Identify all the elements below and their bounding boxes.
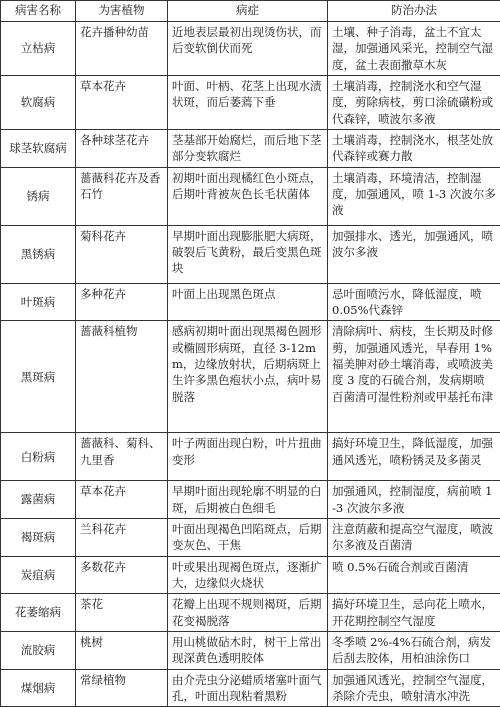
control-cell: 土壤、种子消毒，盆土不宜太湿，加强通风采光，控制空气湿度，盆土表面撒草木灰 <box>328 22 500 76</box>
control-cell: 搞好环境卫生，降低湿度，加强通风透光，喷粉锈灵及多菌灵 <box>328 433 500 481</box>
disease-name-cell: 白粉病 <box>1 433 76 481</box>
disease-name-cell: 褐斑病 <box>1 518 76 556</box>
symptom-cell: 叶子两面出现白粉，叶片扭曲变形 <box>168 433 328 481</box>
disease-name-cell: 流胶病 <box>1 631 76 669</box>
host-plant-cell: 草本花卉 <box>76 481 168 519</box>
control-cell: 土壤消毒，控制浇水，根茎处放代森锌或赛力散 <box>328 129 500 167</box>
host-plant-cell: 多种花卉 <box>76 283 168 321</box>
disease-name-cell: 锈病 <box>1 167 76 225</box>
table-row <box>1 594 500 632</box>
table-row <box>1 631 500 669</box>
control-cell: 搞好环境卫生，忌向花上喷水，开花期控制空气湿度 <box>328 594 500 632</box>
table-row <box>1 283 500 321</box>
header-disease-name: 病害名称 <box>1 1 76 22</box>
host-plant-cell: 多数花卉 <box>76 556 168 594</box>
disease-name-cell: 煤烟病 <box>1 669 76 707</box>
symptom-cell: 叶面上出现黑色斑点 <box>168 283 328 321</box>
table-row <box>1 518 500 556</box>
disease-name-cell: 炭疽病 <box>1 556 76 594</box>
symptom-cell: 感病初期叶面出现黑褐色圆形或椭圆形病斑，直径 3-12mm，边缘放射状，后期病斑上生许多黑色疱状小点，病叶易脱落 <box>168 321 328 433</box>
table-row <box>1 225 500 283</box>
table-row <box>1 433 500 481</box>
control-cell: 土壤消毒，环境清洁，控制湿度，加强通风，喷 1-3 次波尔多液 <box>328 167 500 225</box>
disease-name-cell: 黑锈病 <box>1 225 76 283</box>
control-cell: 喷 0.5%石硫合剂或百菌清 <box>328 556 500 594</box>
host-plant-cell: 草本花卉 <box>76 75 168 129</box>
table-row <box>1 481 500 519</box>
disease-name-cell: 花萎缩病 <box>1 594 76 632</box>
host-plant-cell: 茶花 <box>76 594 168 632</box>
disease-name-cell: 叶斑病 <box>1 283 76 321</box>
symptom-cell: 近地表层最初出现烫伤状，而后变软倒伏而死 <box>168 22 328 76</box>
disease-name-cell: 黑斑病 <box>1 321 76 433</box>
host-plant-cell: 花卉播种幼苗 <box>76 22 168 76</box>
disease-name-cell: 软腐病 <box>1 75 76 129</box>
disease-name-cell: 球茎软腐病 <box>1 129 76 167</box>
symptom-cell: 花瓣上出现不规则褐斑，后期花变褐脱落 <box>168 594 328 632</box>
table-row <box>1 22 500 76</box>
table-row <box>1 669 500 707</box>
symptom-cell: 早期叶面出现膨胀肥大病斑，破裂后飞黄粉，最后变黑色斑块 <box>168 225 328 283</box>
table-row <box>1 321 500 433</box>
control-cell: 加强通风，控制湿度，病前喷 1-3 次波尔多液 <box>328 481 500 519</box>
header-control: 防治办法 <box>328 1 500 22</box>
disease-name-cell: 立枯病 <box>1 22 76 76</box>
host-plant-cell: 常绿植物 <box>76 669 168 707</box>
table-header-row <box>1 1 500 22</box>
table-row <box>1 167 500 225</box>
symptom-cell: 茎基部开始腐烂，而后地下茎部分变软腐烂 <box>168 129 328 167</box>
symptom-cell: 由介壳虫分泌蜡质堵塞叶面气孔，叶面出现粘着黑粉 <box>168 669 328 707</box>
host-plant-cell: 桃树 <box>76 631 168 669</box>
symptom-cell: 早期叶面出现轮廓不明显的白斑，后期被白色细毛 <box>168 481 328 519</box>
symptom-cell: 叶或果出现褐色斑点，逐渐扩大，边缘似火烧状 <box>168 556 328 594</box>
host-plant-cell: 蔷薇科花卉及香石竹 <box>76 167 168 225</box>
header-host-plant: 为害植物 <box>76 1 168 22</box>
control-cell: 加强排水、透光，加强通风，喷波尔多液 <box>328 225 500 283</box>
symptom-cell: 初期叶面出现橘红色小斑点，后期叶背被灰色长毛状菌体 <box>168 167 328 225</box>
host-plant-cell: 菊科花卉 <box>76 225 168 283</box>
table-row <box>1 556 500 594</box>
table-row <box>1 75 500 129</box>
disease-name-cell: 露菌病 <box>1 481 76 519</box>
symptom-cell: 用山桃做砧木时，树干上常出现深黄色透明胶体 <box>168 631 328 669</box>
host-plant-cell: 兰科花卉 <box>76 518 168 556</box>
control-cell: 忌叶面喷污水，降低湿度，喷 0.05%代森锌 <box>328 283 500 321</box>
symptom-cell: 叶面、叶柄、花茎上出现水渍状斑，而后萎蔫下垂 <box>168 75 328 129</box>
symptom-cell: 叶面出现褐色凹陷斑点，后期变灰色、干焦 <box>168 518 328 556</box>
control-cell: 注意荫蔽和提高空气湿度，喷波尔多液及百菌清 <box>328 518 500 556</box>
control-cell: 加强通风透光，控制空气湿度，杀除介壳虫，喷射清水冲洗 <box>328 669 500 707</box>
control-cell: 冬季喷 2%-4%石硫合剂，病发后刮去胶体，用柏油涂伤口 <box>328 631 500 669</box>
control-cell: 土壤消毒，控制浇水和空气湿度，剪除病枝，剪口涂硫磺粉或代森锌，喷波尔多液 <box>328 75 500 129</box>
header-symptom: 病症 <box>168 1 328 22</box>
control-cell: 清除病叶、病枝，生长期及时修剪，加强通风透光，早春用 1%福美胂对砂土壤消毒，或喷波美度 3 度的石硫合剂，发病期喷百菌清可湿性粉剂或甲基托布津 <box>328 321 500 433</box>
host-plant-cell: 蔷薇科植物 <box>76 321 168 433</box>
host-plant-cell: 各种球茎花卉 <box>76 129 168 167</box>
table-row <box>1 129 500 167</box>
host-plant-cell: 蔷薇科、菊科、九里香 <box>76 433 168 481</box>
